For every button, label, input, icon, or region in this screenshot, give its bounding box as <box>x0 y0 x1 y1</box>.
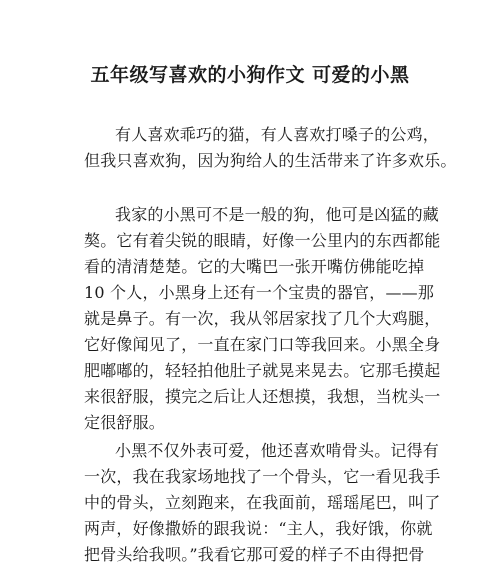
paragraph-2-line-2: 獒。它有着尖锐的眼睛，好像一公里内的东西都能 <box>84 231 441 250</box>
paragraph-1-line-1: 有人喜欢乖巧的猫，有人喜欢打嗓子的公鸡， <box>115 125 440 144</box>
paragraph-1-line-2: 但我只喜欢狗，因为狗给人的生活带来了许多欢乐。 <box>84 151 457 170</box>
paragraph-3-line-4: 两声，好像撒娇的跟我说：“主人，我好饿，你就 <box>84 519 433 538</box>
paragraph-3-line-1: 小黑不仅外表可爱，他还喜欢啃骨头。记得有 <box>115 441 440 460</box>
paragraph-2-line-6: 它好像闻见了，一直在家门口等我回来。小黑全身 <box>84 335 441 354</box>
paragraph-2-line-3: 看的清清楚楚。它的大嘴巴一张开嘴仿佛能吃掉 <box>84 257 425 276</box>
paragraph-2-line-8: 来很舒服，摸完之后让人还想摸，我想，当枕头一 <box>84 387 441 406</box>
paragraph-2-line-7: 肥嘟嘟的，轻轻拍他肚子就晃来晃去。它那毛摸起 <box>84 361 441 380</box>
paragraph-2-line-5: 就是鼻子。有一次，我从邻居家找了几个大鸡腿， <box>84 309 441 328</box>
paragraph-3-line-5: 把骨头给我呗。”我看它那可爱的样子不由得把骨 <box>84 545 425 564</box>
document-title: 五年级写喜欢的小狗作文 可爱的小黑 <box>90 64 410 86</box>
paragraph-3-line-2: 一次，我在我家场地找了一个骨头，它一看见我手 <box>84 467 441 486</box>
paragraph-2-line-4: 10 个人，小黑身上还有一个宝贵的器官，——那 <box>84 283 435 302</box>
paragraph-3-line-3: 中的骨头，立刻跑来，在我面前，瑶瑶尾巴，叫了 <box>84 493 441 512</box>
paragraph-2-line-9: 定很舒服。 <box>84 413 166 432</box>
paragraph-2-line-1: 我家的小黑可不是一般的狗，他可是凶猛的藏 <box>115 205 440 224</box>
